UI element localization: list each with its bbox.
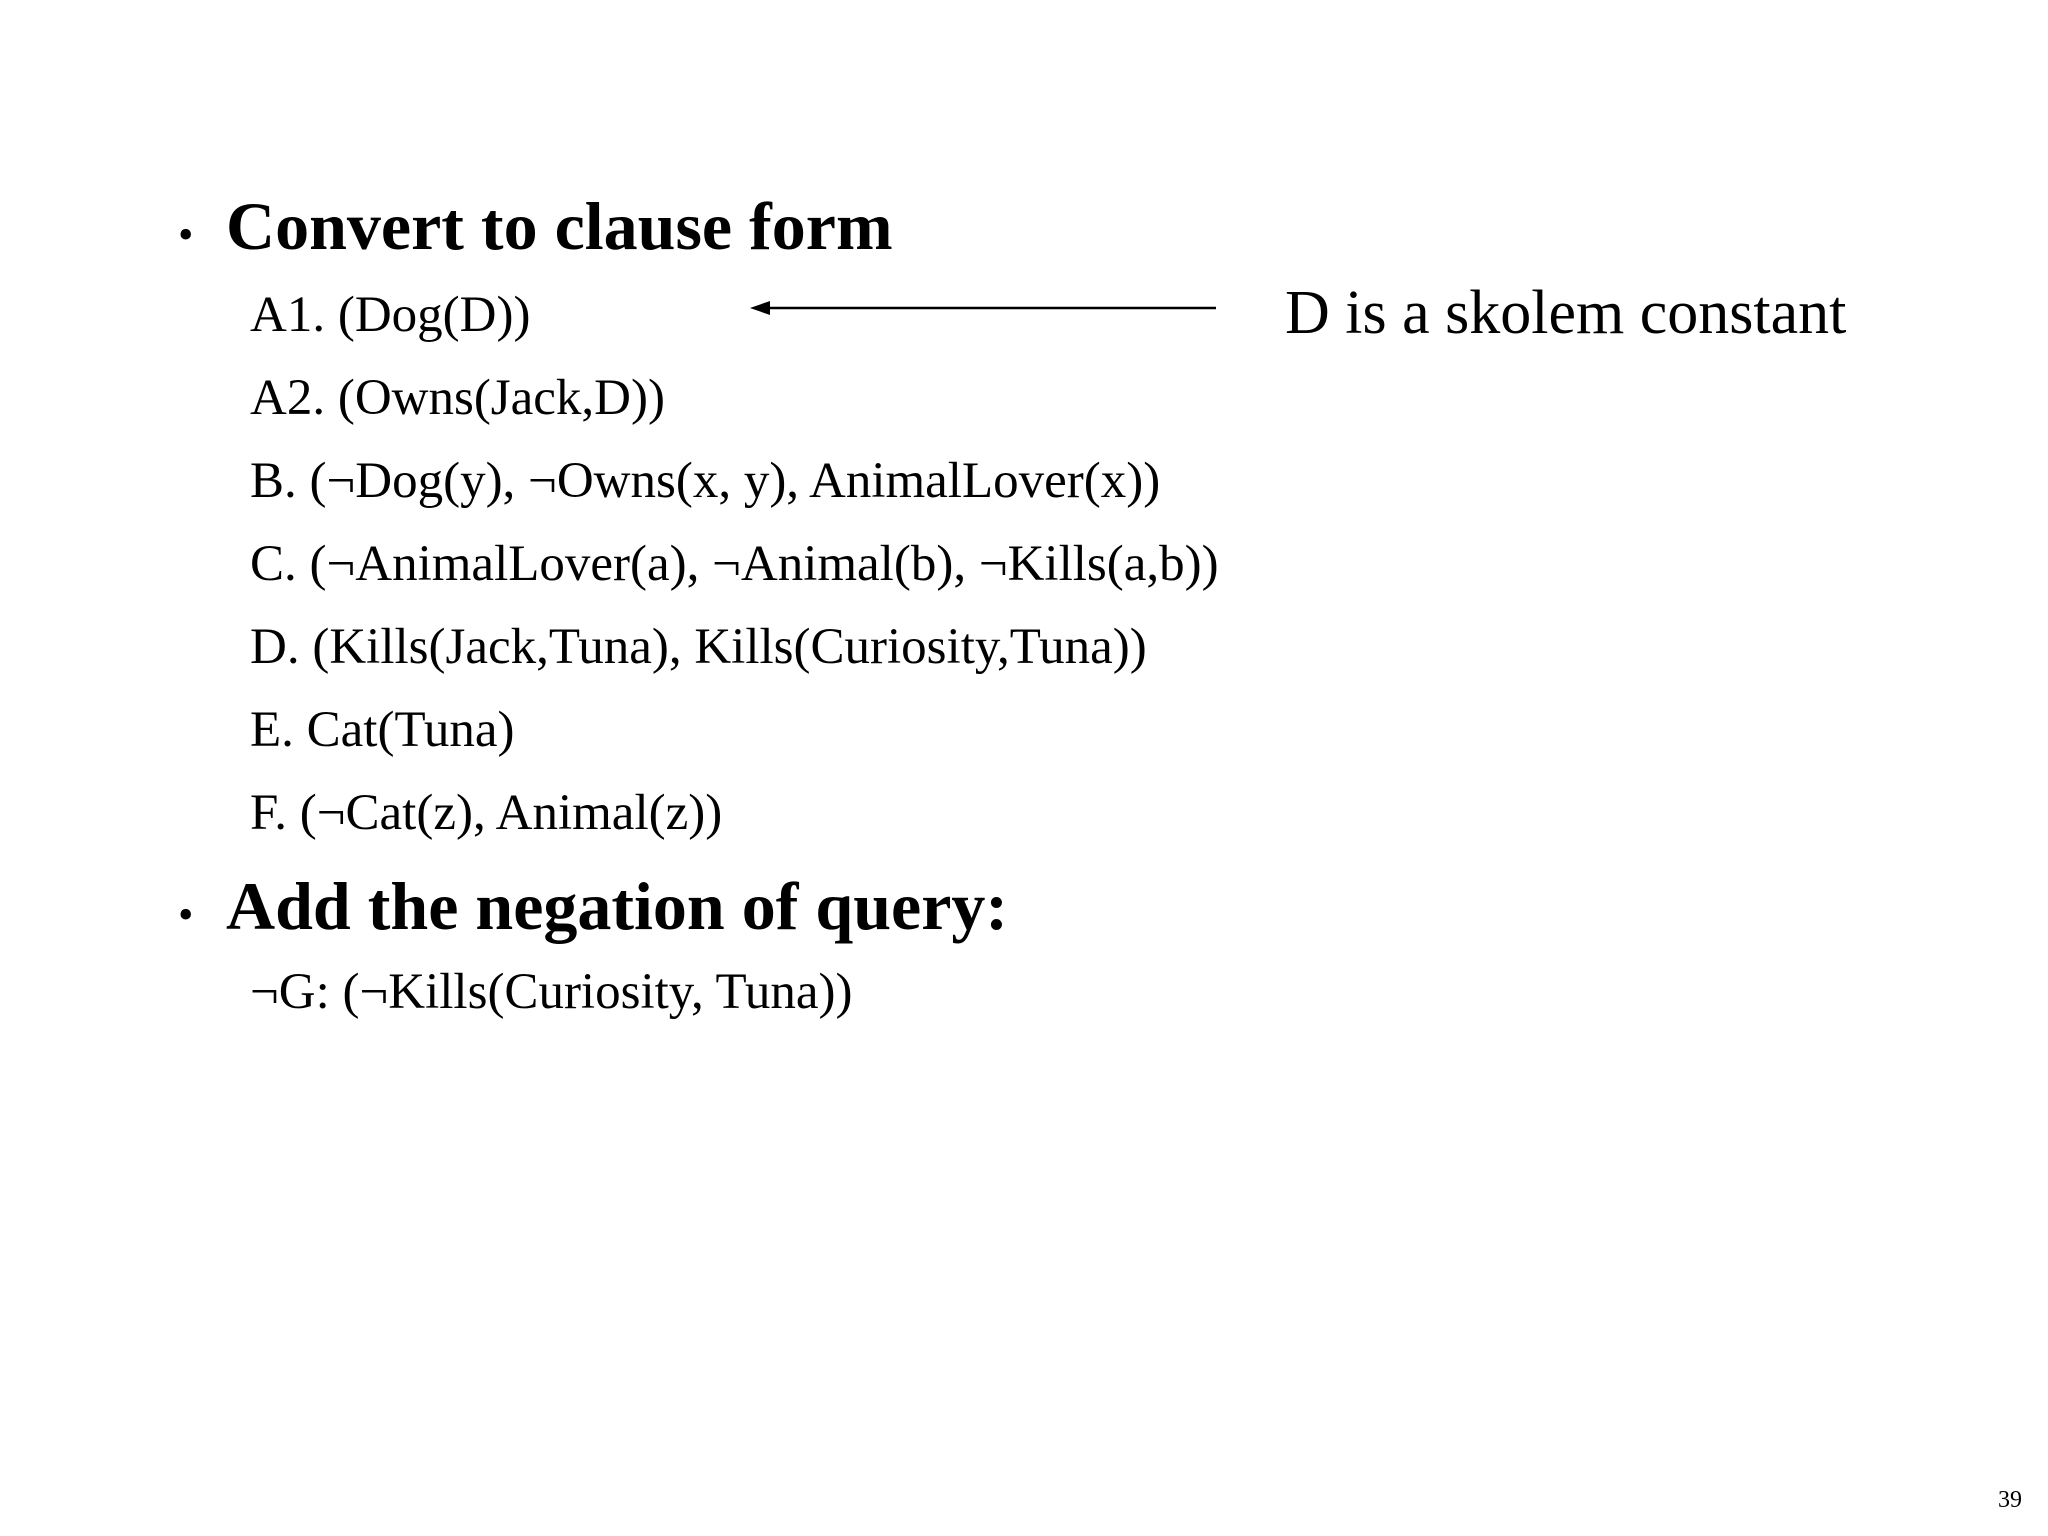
bullet-icon: • [178,210,194,259]
page-number: 39 [1998,1487,2022,1513]
arrow-left-icon [750,298,1220,318]
bullet-heading: Add the negation of query: [226,868,1009,944]
clause-d: D. (Kills(Jack,Tuna), Kills(Curiosity,Tuna)) [250,619,1147,675]
bullet-convert-to-clause-form [178,188,893,264]
clause-b: B. (¬Dog(y), ¬Owns(x, y), AnimalLover(x)) [250,453,1161,509]
clause-negated-goal: ¬G: (¬Kills(Curiosity, Tuna)) [250,964,853,1020]
clause-a2: A2. (Owns(Jack,D)) [250,370,665,426]
clause-e: E. Cat(Tuna) [250,702,515,758]
clause-a1: A1. (Dog(D)) [250,287,531,343]
clause-c: C. (¬AnimalLover(a), ¬Animal(b), ¬Kills(a,b)) [250,536,1219,592]
bullet-heading: Convert to clause form [226,188,893,264]
clause-f: F. (¬Cat(z), Animal(z)) [250,785,723,841]
bullet-add-negation [178,868,1009,944]
skolem-annotation: D is a skolem constant [1285,279,1847,347]
bullet-icon: • [178,890,194,939]
